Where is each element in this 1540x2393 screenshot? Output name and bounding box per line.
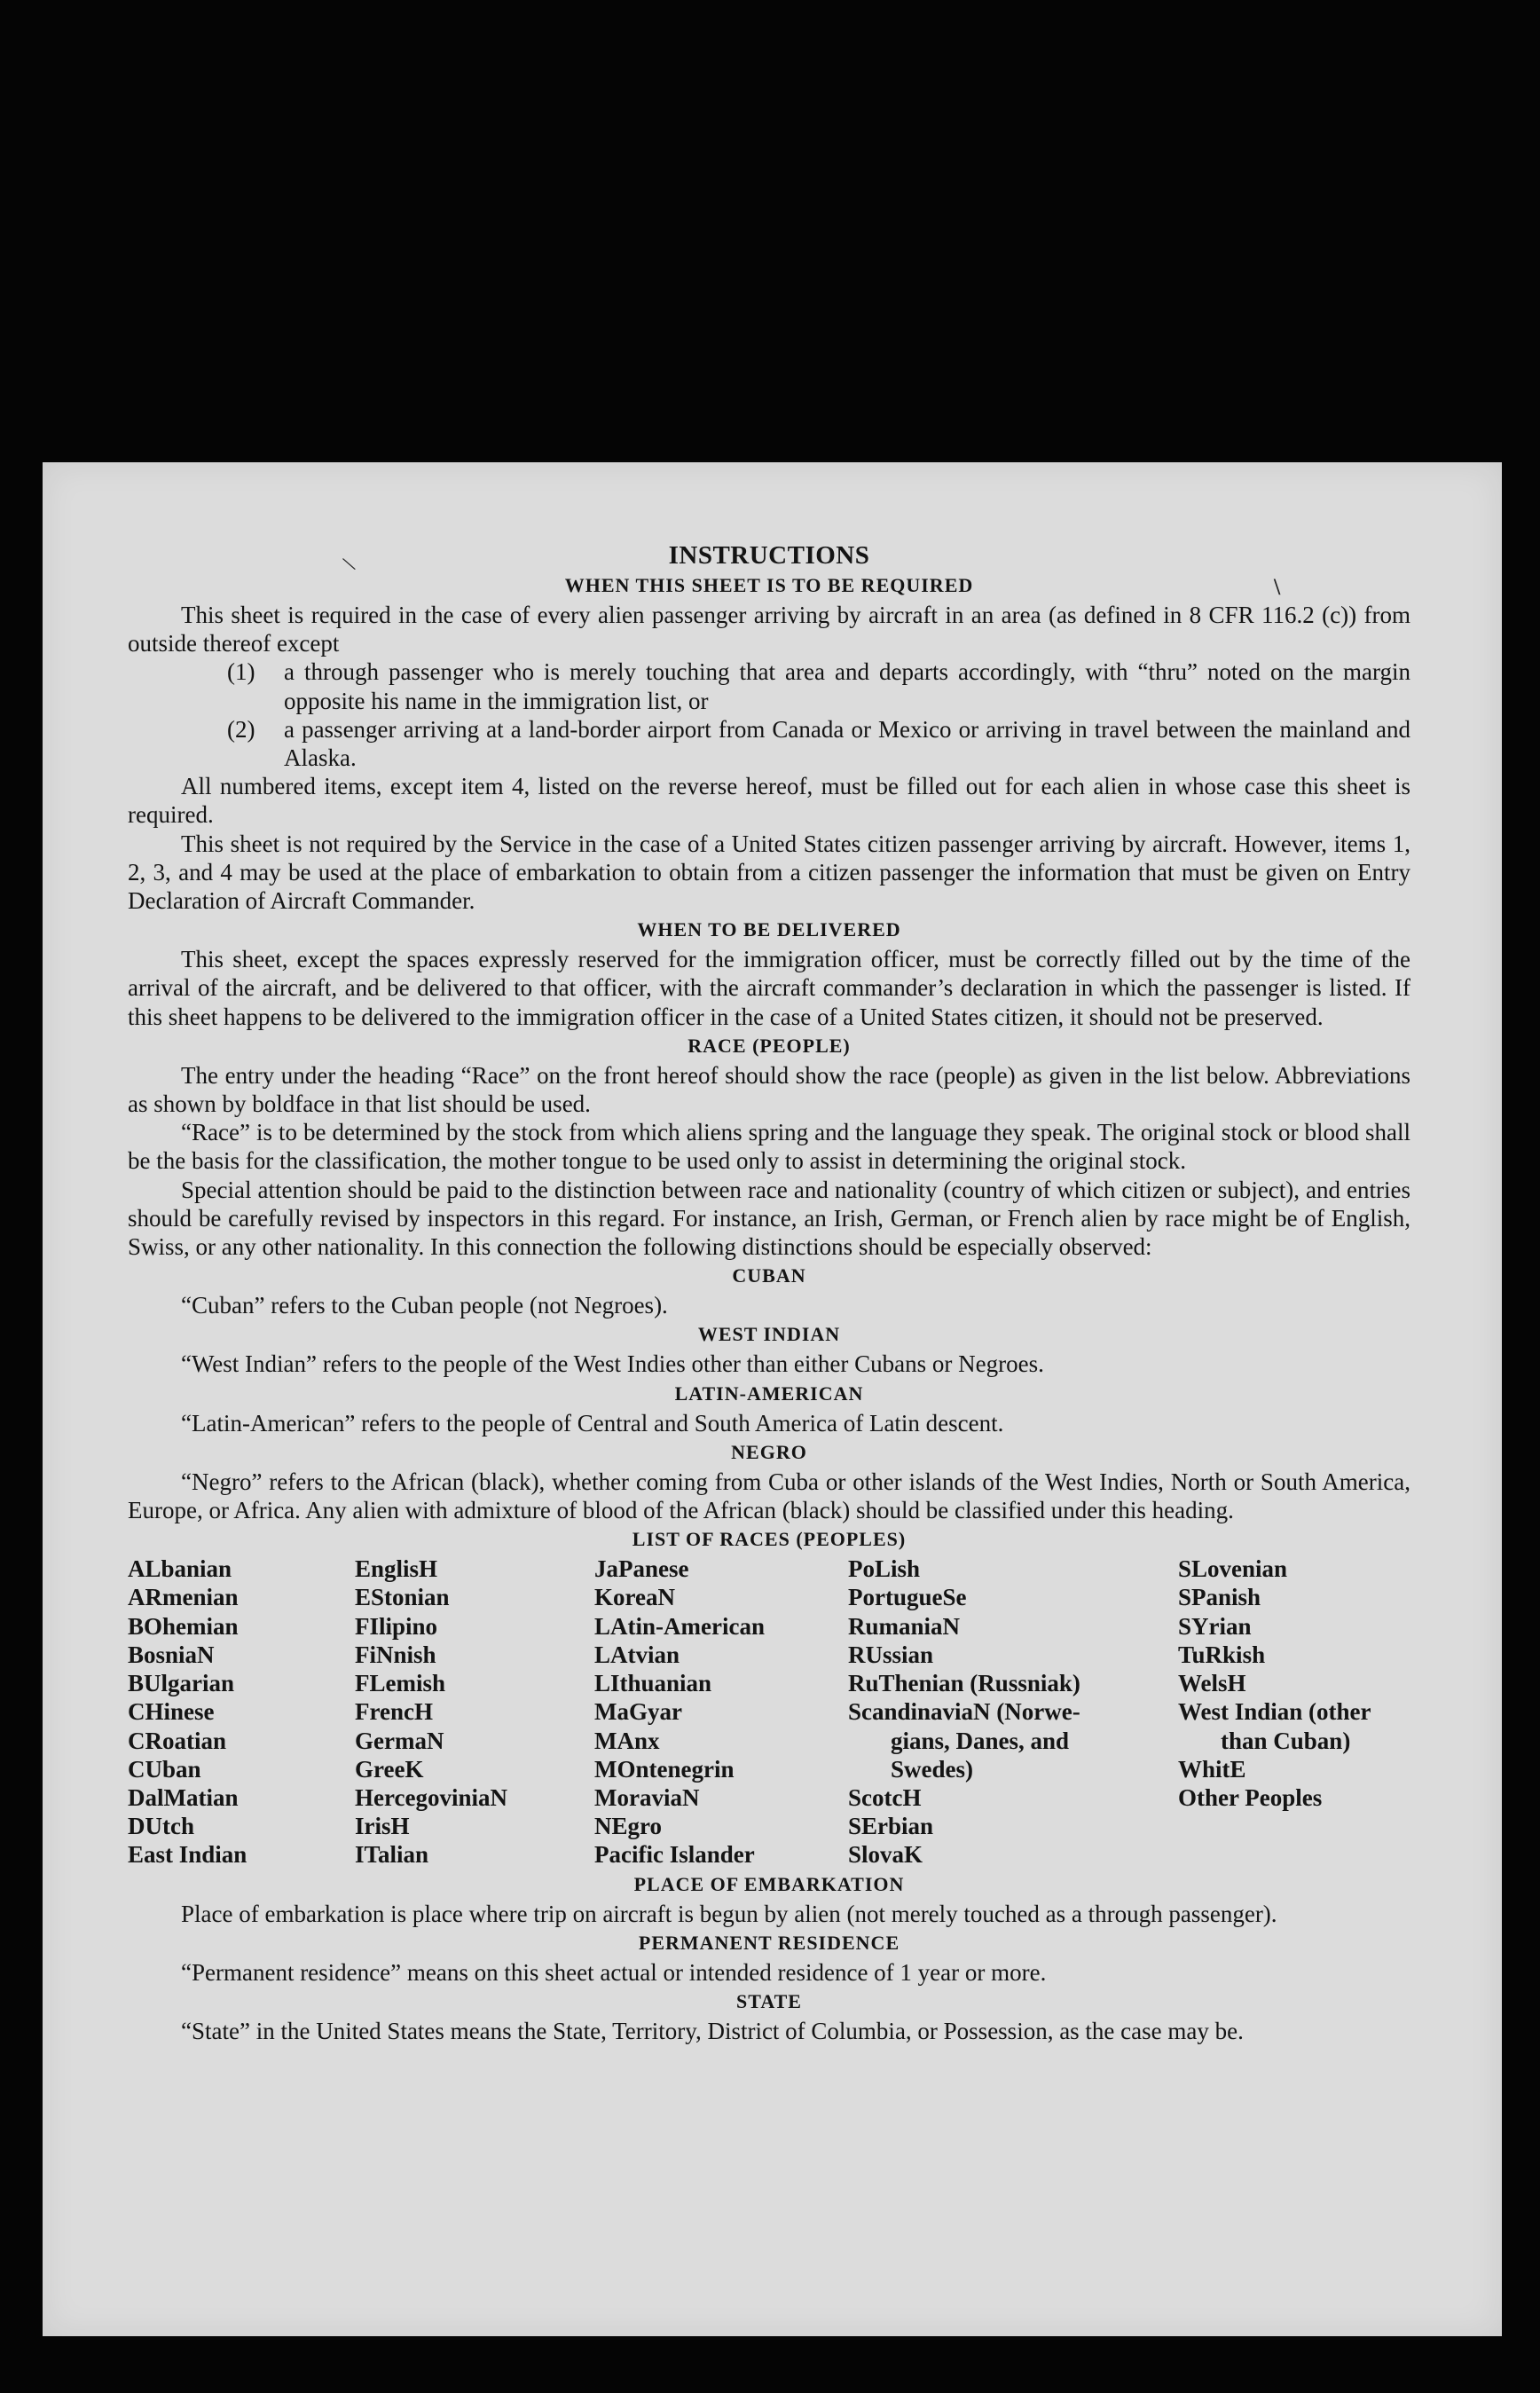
exception-number-2: (2) <box>227 715 255 743</box>
race-entry: BOhemian <box>128 1612 239 1640</box>
race-entry: SLovenian <box>1178 1555 1288 1583</box>
race-entry: SPanish <box>1178 1584 1261 1611</box>
race-entry: FrencH <box>355 1698 433 1726</box>
latin-american-paragraph: “Latin-American” refers to the people of Central and South America of Latin descent. <box>181 1409 1004 1437</box>
race-entry: Pacific Islander <box>594 1841 755 1869</box>
race-entry: RUssian <box>848 1641 934 1668</box>
race-entry-continued: Swedes) <box>891 1755 973 1783</box>
race-paragraph-3: Special attention should be paid to the distinction between race and nationality (country of which citizen or subject), and entries should be carefully revised by inspectors in this regard. For instance, an Irish, German, or French alien by race might be of English, Swiss, or any other nationality. In this connection the following distinctions should be especially observed: <box>128 1176 1410 1261</box>
page-title: INSTRUCTIONS <box>668 541 870 570</box>
race-column-2 <box>355 1555 594 1869</box>
document-sheet <box>43 462 1502 2336</box>
race-entry: ALbanian <box>128 1555 232 1583</box>
race-entry: IrisH <box>355 1813 410 1840</box>
heading-race: RACE (PEOPLE) <box>688 1034 851 1057</box>
heading-permanent-residence: PERMANENT RESIDENCE <box>638 1931 900 1954</box>
race-entry: FLemish <box>355 1670 446 1697</box>
race-entry: East Indian <box>128 1841 248 1869</box>
race-entry: CHinese <box>128 1698 215 1726</box>
race-column-4 <box>848 1555 1178 1869</box>
exception-item-2 <box>128 715 1410 772</box>
instructions-text <box>128 540 1410 2045</box>
heading-cuban: CUBAN <box>732 1264 806 1287</box>
race-entry: GreeK <box>355 1755 424 1783</box>
heading-place-of-embarkation: PLACE OF EMBARKATION <box>633 1872 905 1895</box>
cuban-paragraph: “Cuban” refers to the Cuban people (not Negroes). <box>181 1292 668 1319</box>
race-entry: WelsH <box>1178 1670 1246 1697</box>
race-entry-continued: gians, Danes, and <box>891 1727 1070 1754</box>
exception-text-2: a passenger arriving at a land-border airport from Canada or Mexico or arriving in travel between the mainland and Alaska. <box>284 715 1410 772</box>
race-entry: SErbian <box>848 1813 934 1840</box>
delivered-paragraph: This sheet, except the spaces expressly reserved for the immigration officer, must be correctly filled out by the time of the arrival of the aircraft, and be delivered to that officer, with the aircraft commander’s declaration in which the passenger is listed. If this sheet happens to be delivered to the immigration officer in the case of a United States citizen, it should not be preserved. <box>128 946 1410 1030</box>
race-entry: ARmenian <box>128 1584 239 1611</box>
exception-text-1: a through passenger who is merely touching that area and departs accordingly, with “thru” noted on the margin opposite his name in the immigration list, or <box>284 658 1410 714</box>
race-paragraph-2: “Race” is to be determined by the stock from which aliens spring and the language they speak. The original stock or blood shall be the basis for the classification, the mother tongue to be used only to assist in determining the original stock. <box>128 1119 1410 1175</box>
race-entry: SYrian <box>1178 1612 1252 1640</box>
heading-latin-american: LATIN-AMERICAN <box>674 1381 864 1405</box>
race-list <box>128 1555 1410 1869</box>
heading-state: STATE <box>736 1989 802 2012</box>
race-entry: TuRkish <box>1178 1641 1266 1668</box>
race-entry: NEgro <box>594 1813 663 1840</box>
race-entry: FIlipino <box>355 1612 438 1640</box>
race-entry: SlovaK <box>848 1841 923 1869</box>
race-entry: GermaN <box>355 1727 444 1754</box>
race-entry: BosniaN <box>128 1641 215 1668</box>
race-entry: LAtvian <box>594 1641 680 1668</box>
residence-paragraph: “Permanent residence” means on this sheet actual or intended residence of 1 year or more. <box>181 1958 1047 1986</box>
exception-number-1: (1) <box>227 658 255 686</box>
west-indian-paragraph: “West Indian” refers to the people of the West Indies other than either Cubans or Negroes. <box>181 1350 1044 1378</box>
negro-paragraph: “Negro” refers to the African (black), whether coming from Cuba or other islands of the West Indies, North or South America, Europe, or Africa. Any alien with admixture of blood of the African (black) should be classified under this heading. <box>128 1468 1410 1524</box>
race-column-1 <box>128 1555 355 1869</box>
race-entry: KoreaN <box>594 1584 675 1611</box>
race-entry: PortugueSe <box>848 1584 967 1611</box>
race-entry: DalMatian <box>128 1783 239 1811</box>
race-entry: Other Peoples <box>1178 1783 1323 1811</box>
numbered-items-paragraph: All numbered items, except item 4, listed on the reverse hereof, must be filled out for each alien in whose case this sheet is required. <box>128 773 1410 829</box>
heading-when-required: WHEN THIS SHEET IS TO BE REQUIRED <box>564 574 974 596</box>
race-entry-continued: than Cuban) <box>1221 1727 1351 1754</box>
heading-negro: NEGRO <box>731 1440 807 1463</box>
exception-item-1 <box>128 657 1410 714</box>
race-entry: CUban <box>128 1755 201 1783</box>
heading-west-indian: WEST INDIAN <box>697 1323 841 1346</box>
race-entry: MoraviaN <box>594 1783 700 1811</box>
race-entry: EStonian <box>355 1584 450 1611</box>
race-entry: WhitE <box>1178 1755 1246 1783</box>
race-entry: PoLish <box>848 1555 921 1583</box>
heading-when-delivered: WHEN TO BE DELIVERED <box>637 918 901 941</box>
race-entry: EnglisH <box>355 1555 438 1583</box>
race-entry: HercegoviniaN <box>355 1783 507 1811</box>
race-entry: ScandinaviaN (Norwe- <box>848 1698 1080 1726</box>
race-entry: FiNnish <box>355 1641 436 1668</box>
embarkation-paragraph: Place of embarkation is place where trip on aircraft is begun by alien (not merely touched as a through passenger). <box>181 1900 1277 1927</box>
race-column-5 <box>1178 1555 1410 1869</box>
heading-list-of-races: LIST OF RACES (PEOPLES) <box>632 1528 907 1551</box>
race-entry: DUtch <box>128 1813 194 1840</box>
race-entry: LIthuanian <box>594 1670 712 1697</box>
race-entry: MaGyar <box>594 1698 682 1726</box>
race-paragraph-1: The entry under the heading “Race” on the front hereof should show the race (people) as given in the list below. Abbreviations as shown by boldface in that list should be used. <box>128 1061 1410 1118</box>
race-entry: LAtin-American <box>594 1612 765 1640</box>
stray-mark-left: \ <box>339 551 358 577</box>
race-entry: ScotcH <box>848 1783 922 1811</box>
race-entry: MAnx <box>594 1727 660 1754</box>
race-entry: West Indian (other <box>1178 1698 1371 1726</box>
race-entry: CRoatian <box>128 1727 227 1754</box>
state-paragraph: “State” in the United States means the State, Territory, District of Columbia, or Possession, as the case may be. <box>181 2017 1244 2044</box>
race-entry: BUlgarian <box>128 1670 235 1697</box>
citizen-paragraph: This sheet is not required by the Service in the case of a United States citizen passenger arriving by aircraft. However, items 1, 2, 3, and 4 may be used at the place of embarkation to obtain from a citizen passenger the information that must be given on Entry Declaration of Aircraft Commander. <box>128 830 1410 915</box>
race-entry: JaPanese <box>594 1555 689 1583</box>
race-entry: ITalian <box>355 1841 429 1869</box>
race-entry: MOntenegrin <box>594 1755 735 1783</box>
race-entry: RuThenian (Russniak) <box>848 1670 1080 1697</box>
required-intro: This sheet is required in the case of every alien passenger arriving by aircraft in an area (as defined in 8 CFR 116.2 (c)) from outside thereof except <box>128 602 1410 657</box>
race-column-3 <box>594 1555 848 1869</box>
stray-mark-right: \ <box>1274 574 1281 600</box>
race-entry: RumaniaN <box>848 1612 961 1640</box>
